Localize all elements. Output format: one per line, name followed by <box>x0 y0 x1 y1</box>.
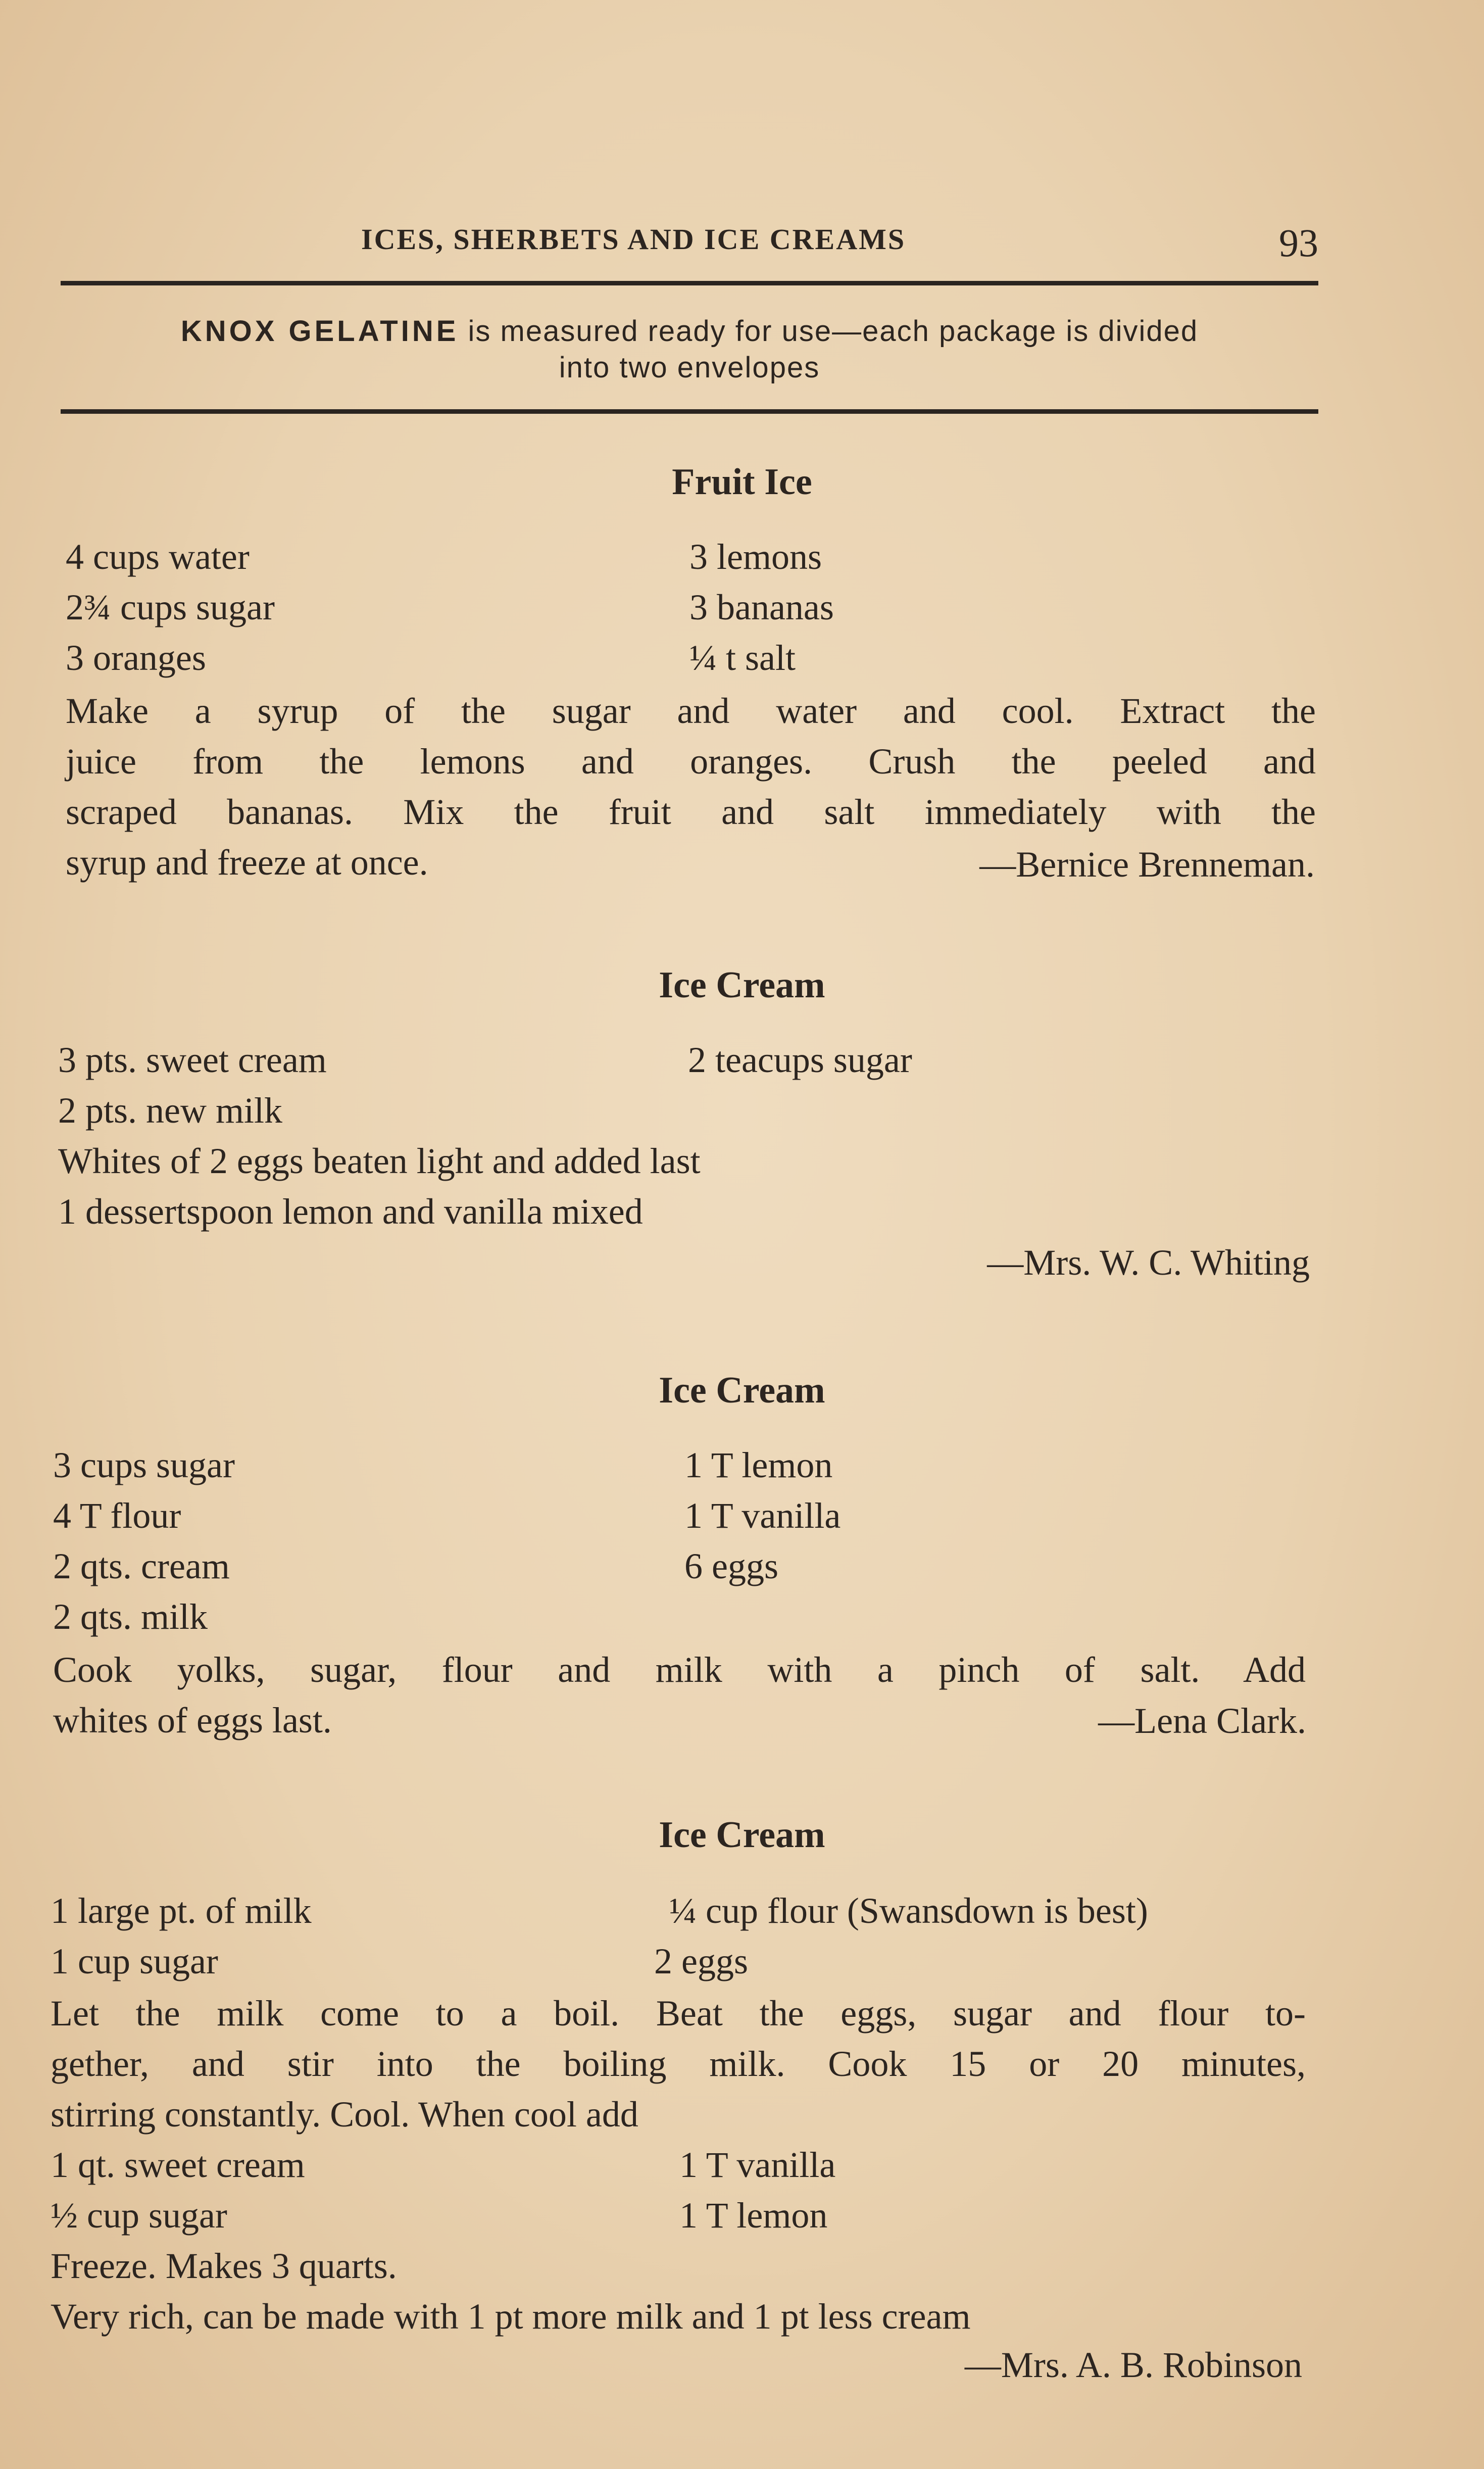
notice-brand: KNOX GELATINE <box>180 315 459 348</box>
ingredient-left: 2 pts. new milk <box>58 1090 282 1131</box>
method-line: whites of eggs last. <box>53 1700 332 1740</box>
recipe-title: Ice Cream <box>659 1370 825 1411</box>
recipe-credit: —Mrs. A. B. Robinson <box>964 2345 1302 2385</box>
running-title: ICES, SHERBETS AND ICE CREAMS <box>361 223 906 256</box>
ingredient-left: 2¾ cups sugar <box>66 587 275 627</box>
method-line: stirring constantly. Cool. When cool add <box>51 2094 638 2135</box>
closing-line: Freeze. Makes 3 quarts. <box>51 2246 397 2286</box>
ingredient-left: 1 large pt. of milk <box>51 1891 312 1931</box>
ingredient-right: 6 eggs <box>684 1546 778 1586</box>
ingredient-right: 3 bananas <box>689 587 834 627</box>
ingredient-left: 3 cups sugar <box>53 1445 235 1485</box>
ingredient-right: 2 eggs <box>654 1941 748 1981</box>
ingredient-left: 2 qts. milk <box>53 1596 208 1637</box>
recipe-title: Fruit Ice <box>672 461 812 503</box>
recipe-credit: —Lena Clark. <box>1098 1701 1306 1741</box>
ingredient-right: 1 T lemon <box>679 2195 828 2236</box>
method-line: syrup and freeze at once. <box>66 842 428 883</box>
recipe-credit: —Mrs. W. C. Whiting <box>987 1242 1310 1283</box>
ingredient-left: 4 T flour <box>53 1495 181 1536</box>
ingredient-left: 3 oranges <box>66 638 206 678</box>
ingredient-right: 1 T vanilla <box>679 2145 836 2185</box>
ingredient-left: 2 qts. cream <box>53 1546 230 1586</box>
header-rule <box>61 281 1318 285</box>
ingredient-left: 1 cup sugar <box>51 1941 218 1981</box>
notice-line-1-rest: is measured ready for use—each package is divided <box>468 315 1199 348</box>
closing-line: Very rich, can be made with 1 pt more milk and 1 pt less cream <box>51 2296 971 2337</box>
ingredient-left: ½ cup sugar <box>51 2195 227 2236</box>
notice-line-1 <box>61 313 1318 350</box>
notice-rule <box>61 409 1318 414</box>
extra-line: Whites of 2 eggs beaten light and added last <box>58 1141 701 1181</box>
ingredient-right: 3 lemons <box>689 537 822 577</box>
method-line: juice from the lemons and oranges. Crush the peeled and <box>66 741 1316 782</box>
ingredient-right: 2 teacups sugar <box>688 1040 912 1080</box>
ingredient-right: 1 T vanilla <box>684 1495 841 1536</box>
extra-line: 1 dessertspoon lemon and vanilla mixed <box>58 1191 643 1232</box>
method-line: Make a syrup of the sugar and water and cool. Extract the <box>66 691 1316 731</box>
ingredient-left: 4 cups water <box>66 537 250 577</box>
ingredient-right: 1 T lemon <box>684 1445 833 1485</box>
knox-notice <box>61 313 1318 386</box>
ingredient-left: 3 pts. sweet cream <box>58 1040 327 1080</box>
ingredient-left: 1 qt. sweet cream <box>51 2145 305 2185</box>
ingredient-right: ¼ t salt <box>689 638 796 678</box>
recipe-title: Ice Cream <box>659 964 825 1006</box>
method-line: Let the milk come to a boil. Beat the eggs, sugar and flour to- <box>51 1993 1306 2034</box>
running-head <box>56 222 1318 268</box>
notice-line-2: into two envelopes <box>559 351 820 384</box>
page-number: 93 <box>1279 221 1318 265</box>
method-paragraph <box>51 1988 1306 2140</box>
method-line: Cook yolks, sugar, flour and milk with a pinch of salt. Add <box>53 1650 1306 1690</box>
recipe-title: Ice Cream <box>659 1814 825 1856</box>
ingredient-right: ¼ cup flour (Swansdown is best) <box>669 1891 1148 1931</box>
method-line: scraped bananas. Mix the fruit and salt immediately with the <box>66 792 1316 832</box>
recipe-credit: —Bernice Brenneman. <box>979 844 1315 885</box>
method-line: gether, and stir into the boiling milk. Cook 15 or 20 minutes, <box>51 2044 1306 2084</box>
